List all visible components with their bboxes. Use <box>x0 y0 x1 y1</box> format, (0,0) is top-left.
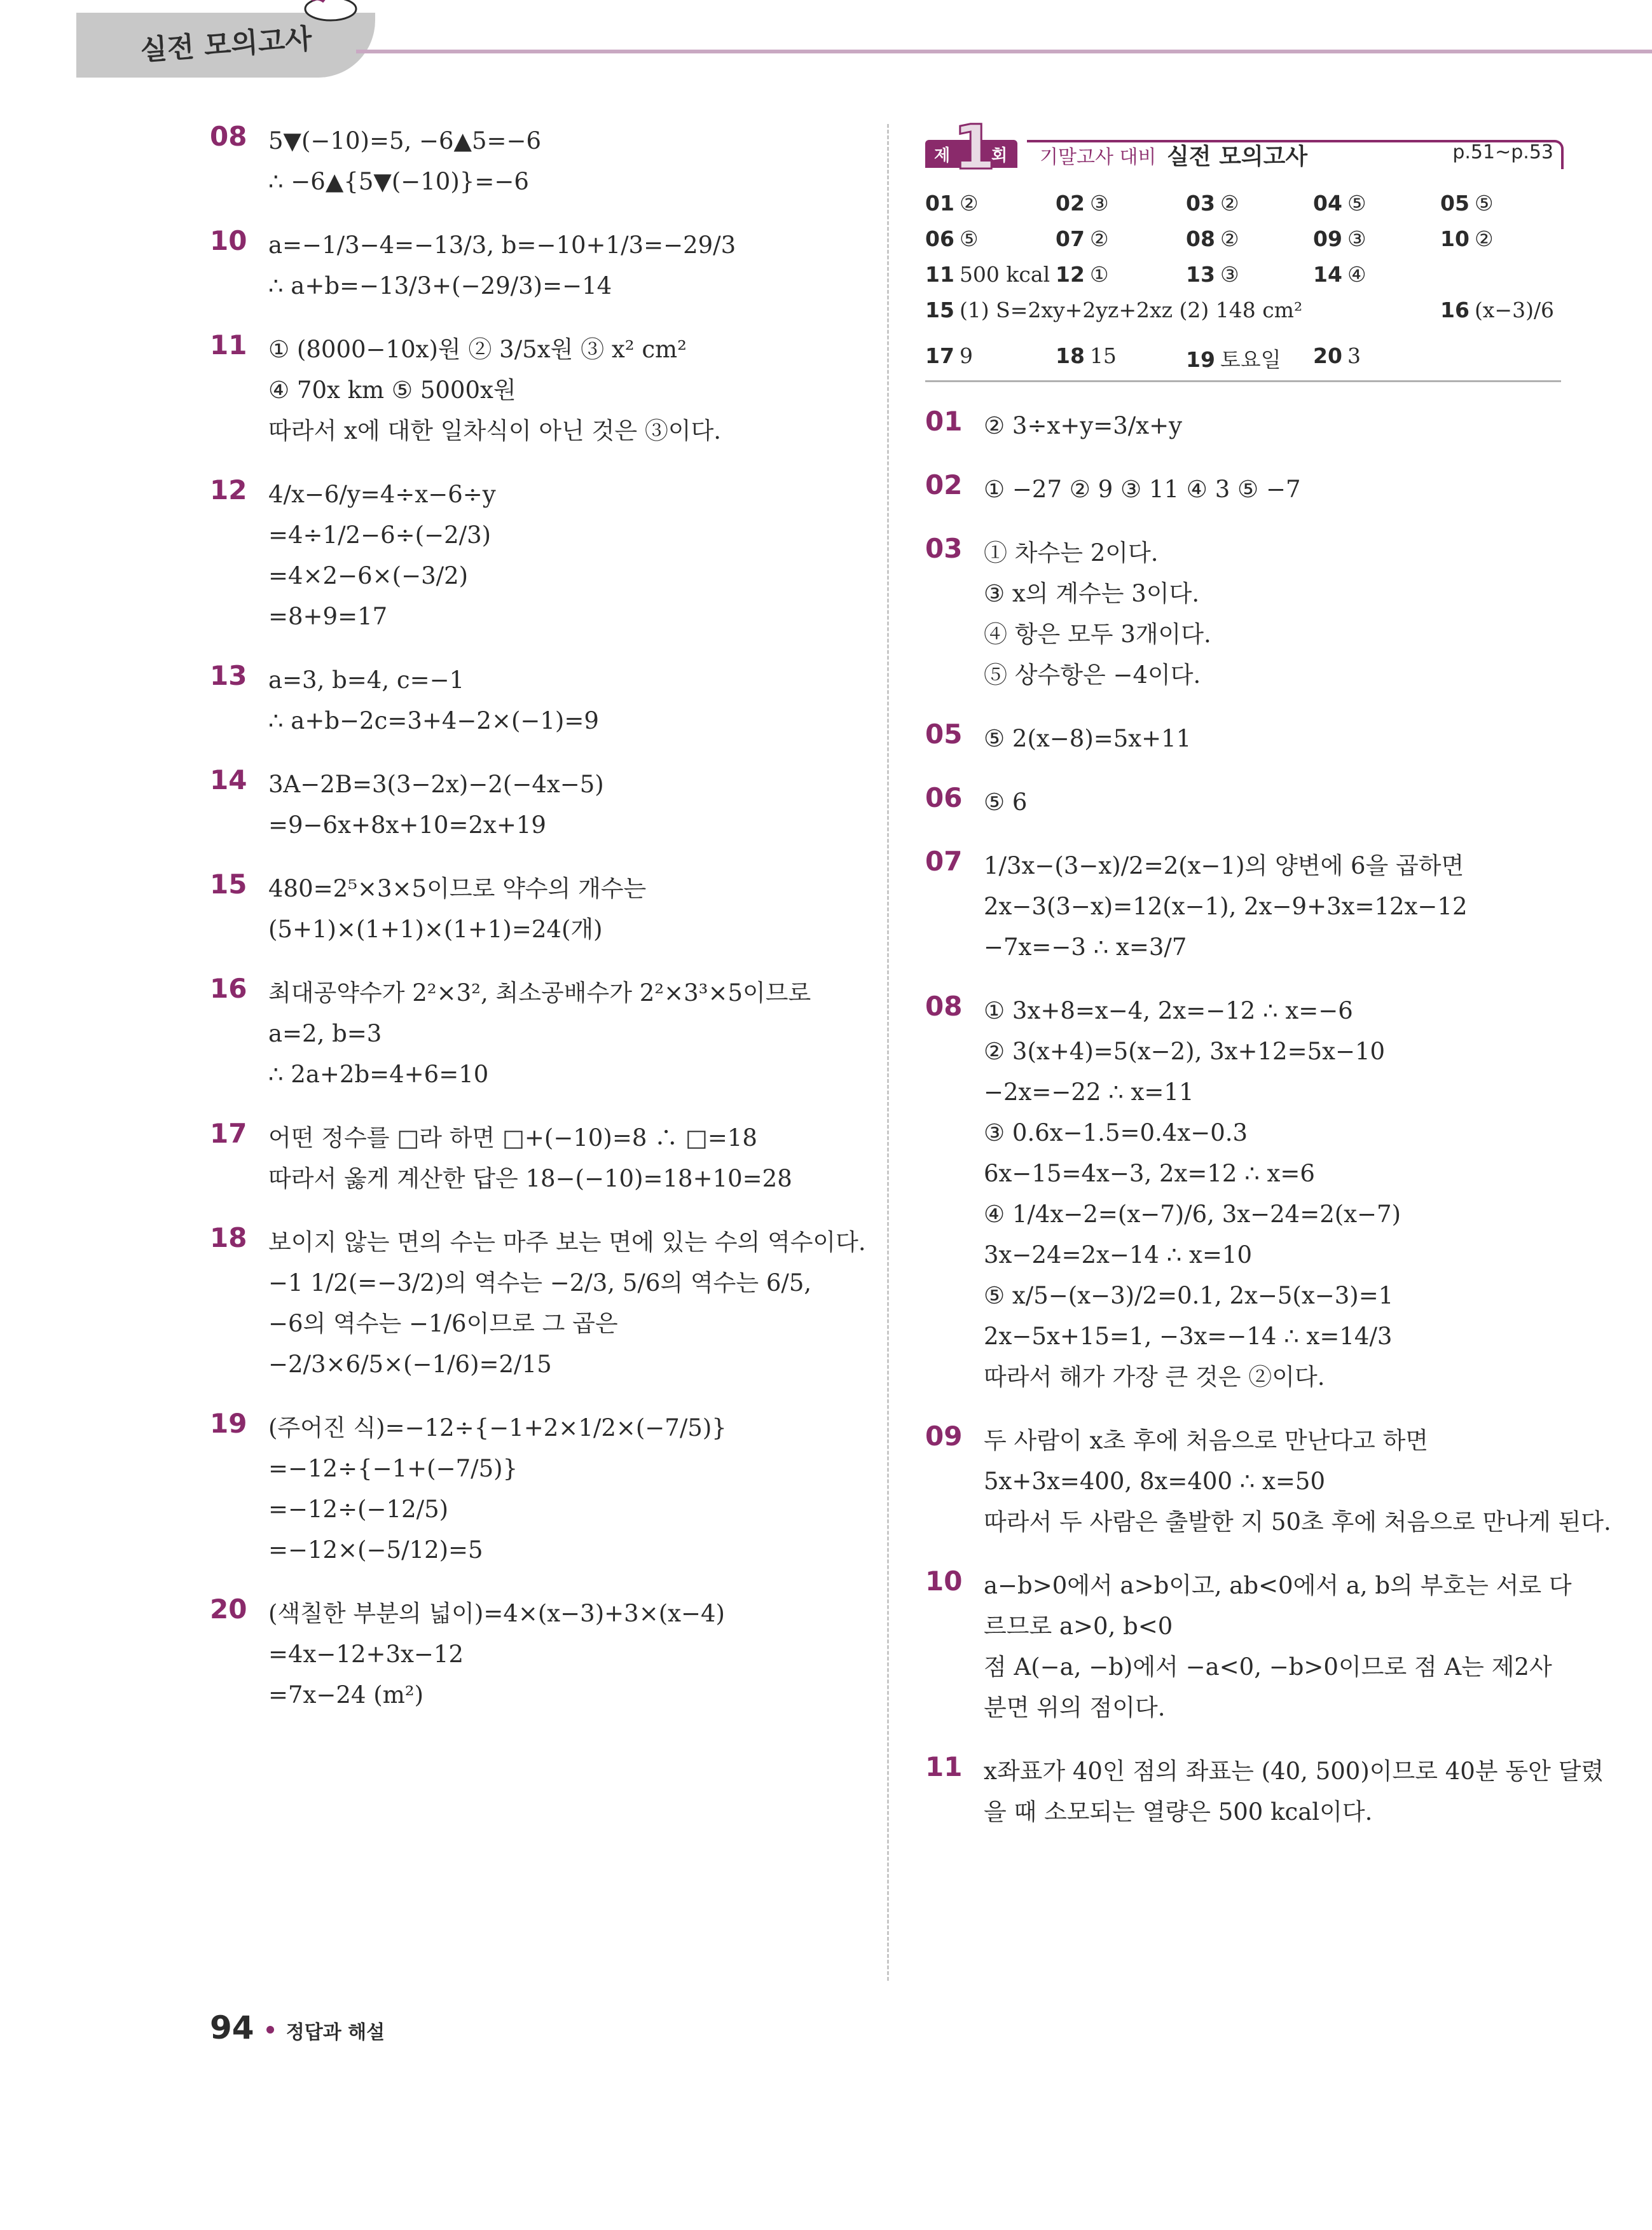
solution-line: ④ 1/4x−2=(x−7)/6, 3x−24=2(x−7) <box>984 1201 1401 1228</box>
problem-number: 14 <box>210 764 247 795</box>
answer-number: 13 <box>1186 262 1215 287</box>
solution-lines <box>268 764 871 846</box>
answer-row <box>925 298 1561 343</box>
answer-number: 16 <box>1440 298 1470 322</box>
problem-06 <box>925 782 1561 823</box>
problem-02 <box>925 469 1561 510</box>
answer-cell <box>925 343 973 368</box>
answer-value: ③ <box>1347 226 1366 251</box>
problem-number: 03 <box>925 533 963 564</box>
solution-lines <box>268 973 871 1095</box>
right-column <box>925 112 1611 1855</box>
round-tag-hoe: 회 <box>991 146 1008 165</box>
problem-number: 10 <box>210 225 247 256</box>
solution-line: ① 3x+8=x−4, 2x=−12 ∴ x=−6 <box>984 997 1353 1024</box>
solution-line: 따라서 두 사람은 출발한 지 50초 후에 처음으로 만나게 된다. <box>984 1508 1611 1536</box>
answer-value: ③ <box>1089 191 1109 216</box>
answer-number: 02 <box>1056 191 1085 216</box>
solution-lines <box>984 469 1561 510</box>
solution-line: ∴ −6▲{5▼(−10)}=−6 <box>268 168 529 195</box>
answer-number: 12 <box>1056 262 1085 287</box>
solution-line: =4x−12+3x−12 <box>268 1641 464 1668</box>
answer-value: 9 <box>959 343 973 368</box>
answer-cell <box>1440 191 1494 216</box>
answer-grid <box>925 191 1561 379</box>
answer-number: 18 <box>1056 343 1085 368</box>
answer-value: 토요일 <box>1220 347 1281 372</box>
answer-cell <box>1056 343 1117 368</box>
solution-lines <box>984 533 1561 696</box>
solution-line: =4×2−6×(−3/2) <box>268 562 469 589</box>
problem-number: 13 <box>210 660 247 691</box>
answer-cell <box>1440 298 1554 322</box>
problem-number: 11 <box>210 329 247 361</box>
answer-value: ② <box>1220 226 1239 251</box>
solution-line: 을 때 소모되는 열량은 500 kcal이다. <box>984 1798 1373 1826</box>
answer-row <box>925 226 1561 262</box>
exam-subtitle: 기말고사 대비 <box>1040 146 1157 169</box>
solution-line: −2x=−22 ∴ x=11 <box>984 1078 1194 1106</box>
left-column <box>210 121 871 1738</box>
problem-05 <box>925 719 1561 759</box>
answer-cell <box>1186 226 1239 251</box>
solution-lines <box>268 1118 871 1199</box>
solution-line: 4/x−6/y=4÷x−6÷y <box>268 481 496 508</box>
problem-number: 09 <box>925 1421 963 1452</box>
solution-line: 3A−2B=3(3−2x)−2(−4x−5) <box>268 771 604 798</box>
problem-number: 01 <box>925 406 963 437</box>
answer-number: 11 <box>925 262 954 287</box>
solution-lines <box>984 1751 1604 1833</box>
solution-line: 점 A(−a, −b)에서 −a<0, −b>0이므로 점 A는 제2사 <box>984 1653 1552 1681</box>
solution-line: 최대공약수가 2²×3², 최소공배수가 2²×3³×5이므로 <box>268 979 811 1007</box>
solution-line: −6의 역수는 −1/6이므로 그 곱은 <box>268 1310 618 1337</box>
problem-number: 16 <box>210 973 247 1004</box>
solution-lines <box>984 1421 1611 1543</box>
problem-01 <box>925 406 1561 446</box>
problem-number: 17 <box>210 1118 247 1149</box>
solution-line: 3x−24=2x−14 ∴ x=10 <box>984 1241 1252 1269</box>
problem-number: 12 <box>210 474 247 506</box>
answer-cell <box>925 191 979 216</box>
solution-line: 보이지 않는 면의 수는 마주 보는 면에 있는 수의 역수이다. <box>268 1229 866 1256</box>
problem-09 <box>925 1421 1611 1543</box>
solution-line: =−12×(−5/12)=5 <box>268 1536 483 1564</box>
solution-line: =9−6x+8x+10=2x+19 <box>268 811 546 839</box>
solution-line: ∴ 2a+2b=4+6=10 <box>268 1061 489 1088</box>
solution-lines <box>268 225 871 306</box>
solution-line: ⑤ 6 <box>984 788 1028 816</box>
answer-number: 06 <box>925 226 954 251</box>
problem-number: 08 <box>925 991 963 1022</box>
solution-line: a=2, b=3 <box>268 1020 382 1047</box>
solution-lines <box>268 1222 871 1385</box>
problem-13 <box>210 660 871 741</box>
solution-line: =8+9=17 <box>268 603 388 630</box>
solution-line: ① −27 ② 9 ③ 11 ④ 3 ⑤ −7 <box>984 476 1301 503</box>
page-footer <box>210 2009 385 2046</box>
problem-number: 19 <box>210 1408 247 1439</box>
problem-number: 08 <box>210 121 247 152</box>
solution-line: ③ 0.6x−1.5=0.4x−0.3 <box>984 1119 1248 1146</box>
answer-box-rule <box>925 380 1561 382</box>
problem-20 <box>210 1593 871 1716</box>
solution-line: ⑤ 상수항은 −4이다. <box>984 661 1201 689</box>
solution-lines <box>268 1593 871 1716</box>
answer-cell <box>1440 226 1494 251</box>
solution-lines <box>268 121 871 202</box>
answer-cell <box>1313 226 1366 251</box>
solution-line: x좌표가 40인 점의 좌표는 (40, 500)이므로 40분 동안 달렸 <box>984 1758 1604 1785</box>
answer-number: 15 <box>925 298 954 322</box>
problem-19 <box>210 1408 871 1571</box>
answer-cell <box>1313 343 1361 368</box>
solution-line: =−12÷(−12/5) <box>268 1496 449 1523</box>
problem-number: 15 <box>210 869 247 900</box>
solution-lines <box>984 406 1561 446</box>
answer-number: 17 <box>925 343 954 368</box>
solution-line: 5▼(−10)=5, −6▲5=−6 <box>268 127 542 155</box>
answer-row <box>925 262 1561 298</box>
problem-number: 10 <box>925 1566 963 1597</box>
answer-value: ② <box>1089 226 1109 251</box>
answer-cell <box>925 226 979 251</box>
section-title: 실전 모의고사 <box>139 22 313 67</box>
answer-value: 15 <box>1089 343 1117 368</box>
problem-08 <box>925 991 1561 1398</box>
problem-07 <box>925 846 1561 968</box>
solution-line: (색칠한 부분의 넓이)=4×(x−3)+3×(x−4) <box>268 1600 725 1627</box>
answer-number: 08 <box>1186 226 1215 251</box>
problem-17 <box>210 1118 871 1199</box>
solution-line: 르므로 a>0, b<0 <box>984 1613 1173 1640</box>
solution-line: −7x=−3 ∴ x=3/7 <box>984 933 1187 961</box>
answer-cell <box>1186 343 1281 373</box>
column-divider <box>887 124 889 1981</box>
solution-lines <box>268 869 871 950</box>
solution-line: ∴ a+b=−13/3+(−29/3)=−14 <box>268 272 612 299</box>
answer-cell <box>1056 262 1109 287</box>
problem-number: 20 <box>210 1593 247 1625</box>
problem-number: 06 <box>925 782 963 813</box>
solution-lines <box>984 846 1561 968</box>
solution-line: =7x−24 (m²) <box>268 1681 424 1709</box>
problem-03 <box>925 533 1561 696</box>
answer-summary-box <box>925 112 1561 388</box>
answer-cell <box>1186 262 1239 287</box>
answer-value: ② <box>1474 226 1494 251</box>
answer-cell <box>1186 191 1239 216</box>
solution-lines <box>984 719 1561 759</box>
solution-line: 480=2⁵×3×5이므로 약수의 개수는 <box>268 875 647 902</box>
answer-cell <box>925 298 1302 322</box>
problem-10 <box>210 225 871 306</box>
solution-line: 따라서 해가 가장 큰 것은 ②이다. <box>984 1363 1325 1391</box>
solution-line: 분면 위의 점이다. <box>984 1694 1166 1721</box>
answer-row <box>925 191 1561 226</box>
solution-line: (5+1)×(1+1)×(1+1)=24(개) <box>268 916 603 943</box>
footer-bullet <box>266 2026 274 2034</box>
answer-value: ⑤ <box>1347 191 1366 216</box>
solution-line: 두 사람이 x초 후에 처음으로 만난다고 하면 <box>984 1427 1429 1454</box>
solution-line: ③ x의 계수는 3이다. <box>984 580 1200 607</box>
answer-number: 04 <box>1313 191 1342 216</box>
solution-line: ② 3÷x+y=3/x+y <box>984 412 1183 439</box>
solution-line: −2/3×6/5×(−1/6)=2/15 <box>268 1351 552 1378</box>
answer-value: ② <box>959 191 979 216</box>
problem-11 <box>210 329 871 451</box>
solution-line: (주어진 식)=−12÷{−1+2×1/2×(−7/5)} <box>268 1414 727 1442</box>
solution-line: 따라서 옳게 계산한 답은 18−(−10)=18+10=28 <box>268 1165 792 1192</box>
solution-line: 2x−5x+15=1, −3x=−14 ∴ x=14/3 <box>984 1323 1393 1350</box>
solution-line: 5x+3x=400, 8x=400 ∴ x=50 <box>984 1468 1326 1495</box>
problem-10 <box>925 1566 1572 1728</box>
solution-lines <box>984 991 1561 1398</box>
solution-line: ① (8000−10x)원 ② 3/5x원 ③ x² cm² <box>268 336 687 363</box>
answer-number: 01 <box>925 191 954 216</box>
answer-value: ① <box>1089 262 1109 287</box>
exam-title: 실전 모의고사 <box>1167 144 1308 170</box>
answer-value: ④ <box>1347 262 1366 287</box>
solution-line: a−b>0에서 a>b이고, ab<0에서 a, b의 부호는 서로 다 <box>984 1572 1572 1599</box>
solution-line: ④ 70x km ⑤ 5000x원 <box>268 376 516 404</box>
problem-number: 05 <box>925 719 963 750</box>
answer-value: 500 kcal <box>959 262 1050 287</box>
problem-14 <box>210 764 871 846</box>
answer-value: (1) S=2xy+2yz+2xz (2) 148 cm² <box>959 298 1303 322</box>
header-rule <box>356 50 1652 53</box>
answer-value: ⑤ <box>1474 191 1494 216</box>
right-solutions <box>925 406 1611 1833</box>
solution-line: ⑤ x/5−(x−3)/2=0.1, 2x−5(x−3)=1 <box>984 1282 1394 1309</box>
answer-cell <box>1313 262 1366 287</box>
solution-line: a=−1/3−4=−13/3, b=−10+1/3=−29/3 <box>268 231 736 259</box>
answer-cell <box>1056 191 1109 216</box>
problem-15 <box>210 869 871 950</box>
answer-number: 07 <box>1056 226 1085 251</box>
problem-number: 07 <box>925 846 963 877</box>
problem-11 <box>925 1751 1604 1833</box>
answer-value: ⑤ <box>959 226 979 251</box>
footer-label: 정답과 해설 <box>286 2021 385 2044</box>
problem-12 <box>210 474 871 637</box>
solution-line: ⑤ 2(x−8)=5x+11 <box>984 725 1192 752</box>
solution-line: ② 3(x+4)=5(x−2), 3x+12=5x−10 <box>984 1038 1386 1065</box>
answer-box-header <box>925 112 1561 183</box>
answer-value: 3 <box>1347 343 1361 368</box>
page-range: p.51~p.53 <box>1452 141 1553 163</box>
solution-line: ∴ a+b−2c=3+4−2×(−1)=9 <box>268 707 599 734</box>
solution-line: 6x−15=4x−3, 2x=12 ∴ x=6 <box>984 1160 1315 1187</box>
round-number: 1 <box>953 112 996 183</box>
answer-number: 10 <box>1440 226 1470 251</box>
solution-line: ④ 항은 모두 3개이다. <box>984 621 1211 648</box>
solution-lines <box>268 1408 871 1571</box>
solution-line: 2x−3(3−x)=12(x−1), 2x−9+3x=12x−12 <box>984 893 1468 920</box>
solution-lines <box>984 782 1561 823</box>
solution-line: =−12÷{−1+(−7/5)} <box>268 1455 518 1482</box>
answer-cell <box>1313 191 1366 216</box>
answer-number: 05 <box>1440 191 1470 216</box>
solution-line: 따라서 x에 대한 일차식이 아닌 것은 ③이다. <box>268 417 722 444</box>
answer-row <box>925 343 1561 379</box>
problem-number: 02 <box>925 469 963 500</box>
problem-08 <box>210 121 871 202</box>
solution-line: 어떤 정수를 □라 하면 □+(−10)=8 ∴ □=18 <box>268 1124 757 1152</box>
solution-line: −1 1/2(=−3/2)의 역수는 −2/3, 5/6의 역수는 6/5, <box>268 1269 812 1297</box>
answer-number: 19 <box>1186 347 1215 372</box>
solution-lines <box>268 329 871 451</box>
solution-line: 1/3x−(3−x)/2=2(x−1)의 양변에 6을 곱하면 <box>984 852 1464 879</box>
problem-number: 18 <box>210 1222 247 1253</box>
answer-value: ② <box>1220 191 1239 216</box>
solution-line: =4÷1/2−6÷(−2/3) <box>268 521 492 549</box>
answer-cell <box>925 262 1050 287</box>
answer-number: 20 <box>1313 343 1342 368</box>
solution-lines <box>984 1566 1572 1728</box>
round-tag-je: 제 <box>934 146 951 165</box>
answer-number: 09 <box>1313 226 1342 251</box>
solution-line: ① 차수는 2이다. <box>984 539 1159 567</box>
problem-16 <box>210 973 871 1095</box>
answer-number: 03 <box>1186 191 1215 216</box>
answer-number: 14 <box>1313 262 1342 287</box>
answer-value: ③ <box>1220 262 1239 287</box>
problem-number: 11 <box>925 1751 963 1782</box>
page-number: 94 <box>210 2009 254 2046</box>
solution-lines <box>268 474 871 637</box>
answer-value: (x−3)/6 <box>1474 298 1555 322</box>
problem-18 <box>210 1222 871 1385</box>
solution-lines <box>268 660 871 741</box>
answer-cell <box>1056 226 1109 251</box>
solution-line: a=3, b=4, c=−1 <box>268 666 465 694</box>
